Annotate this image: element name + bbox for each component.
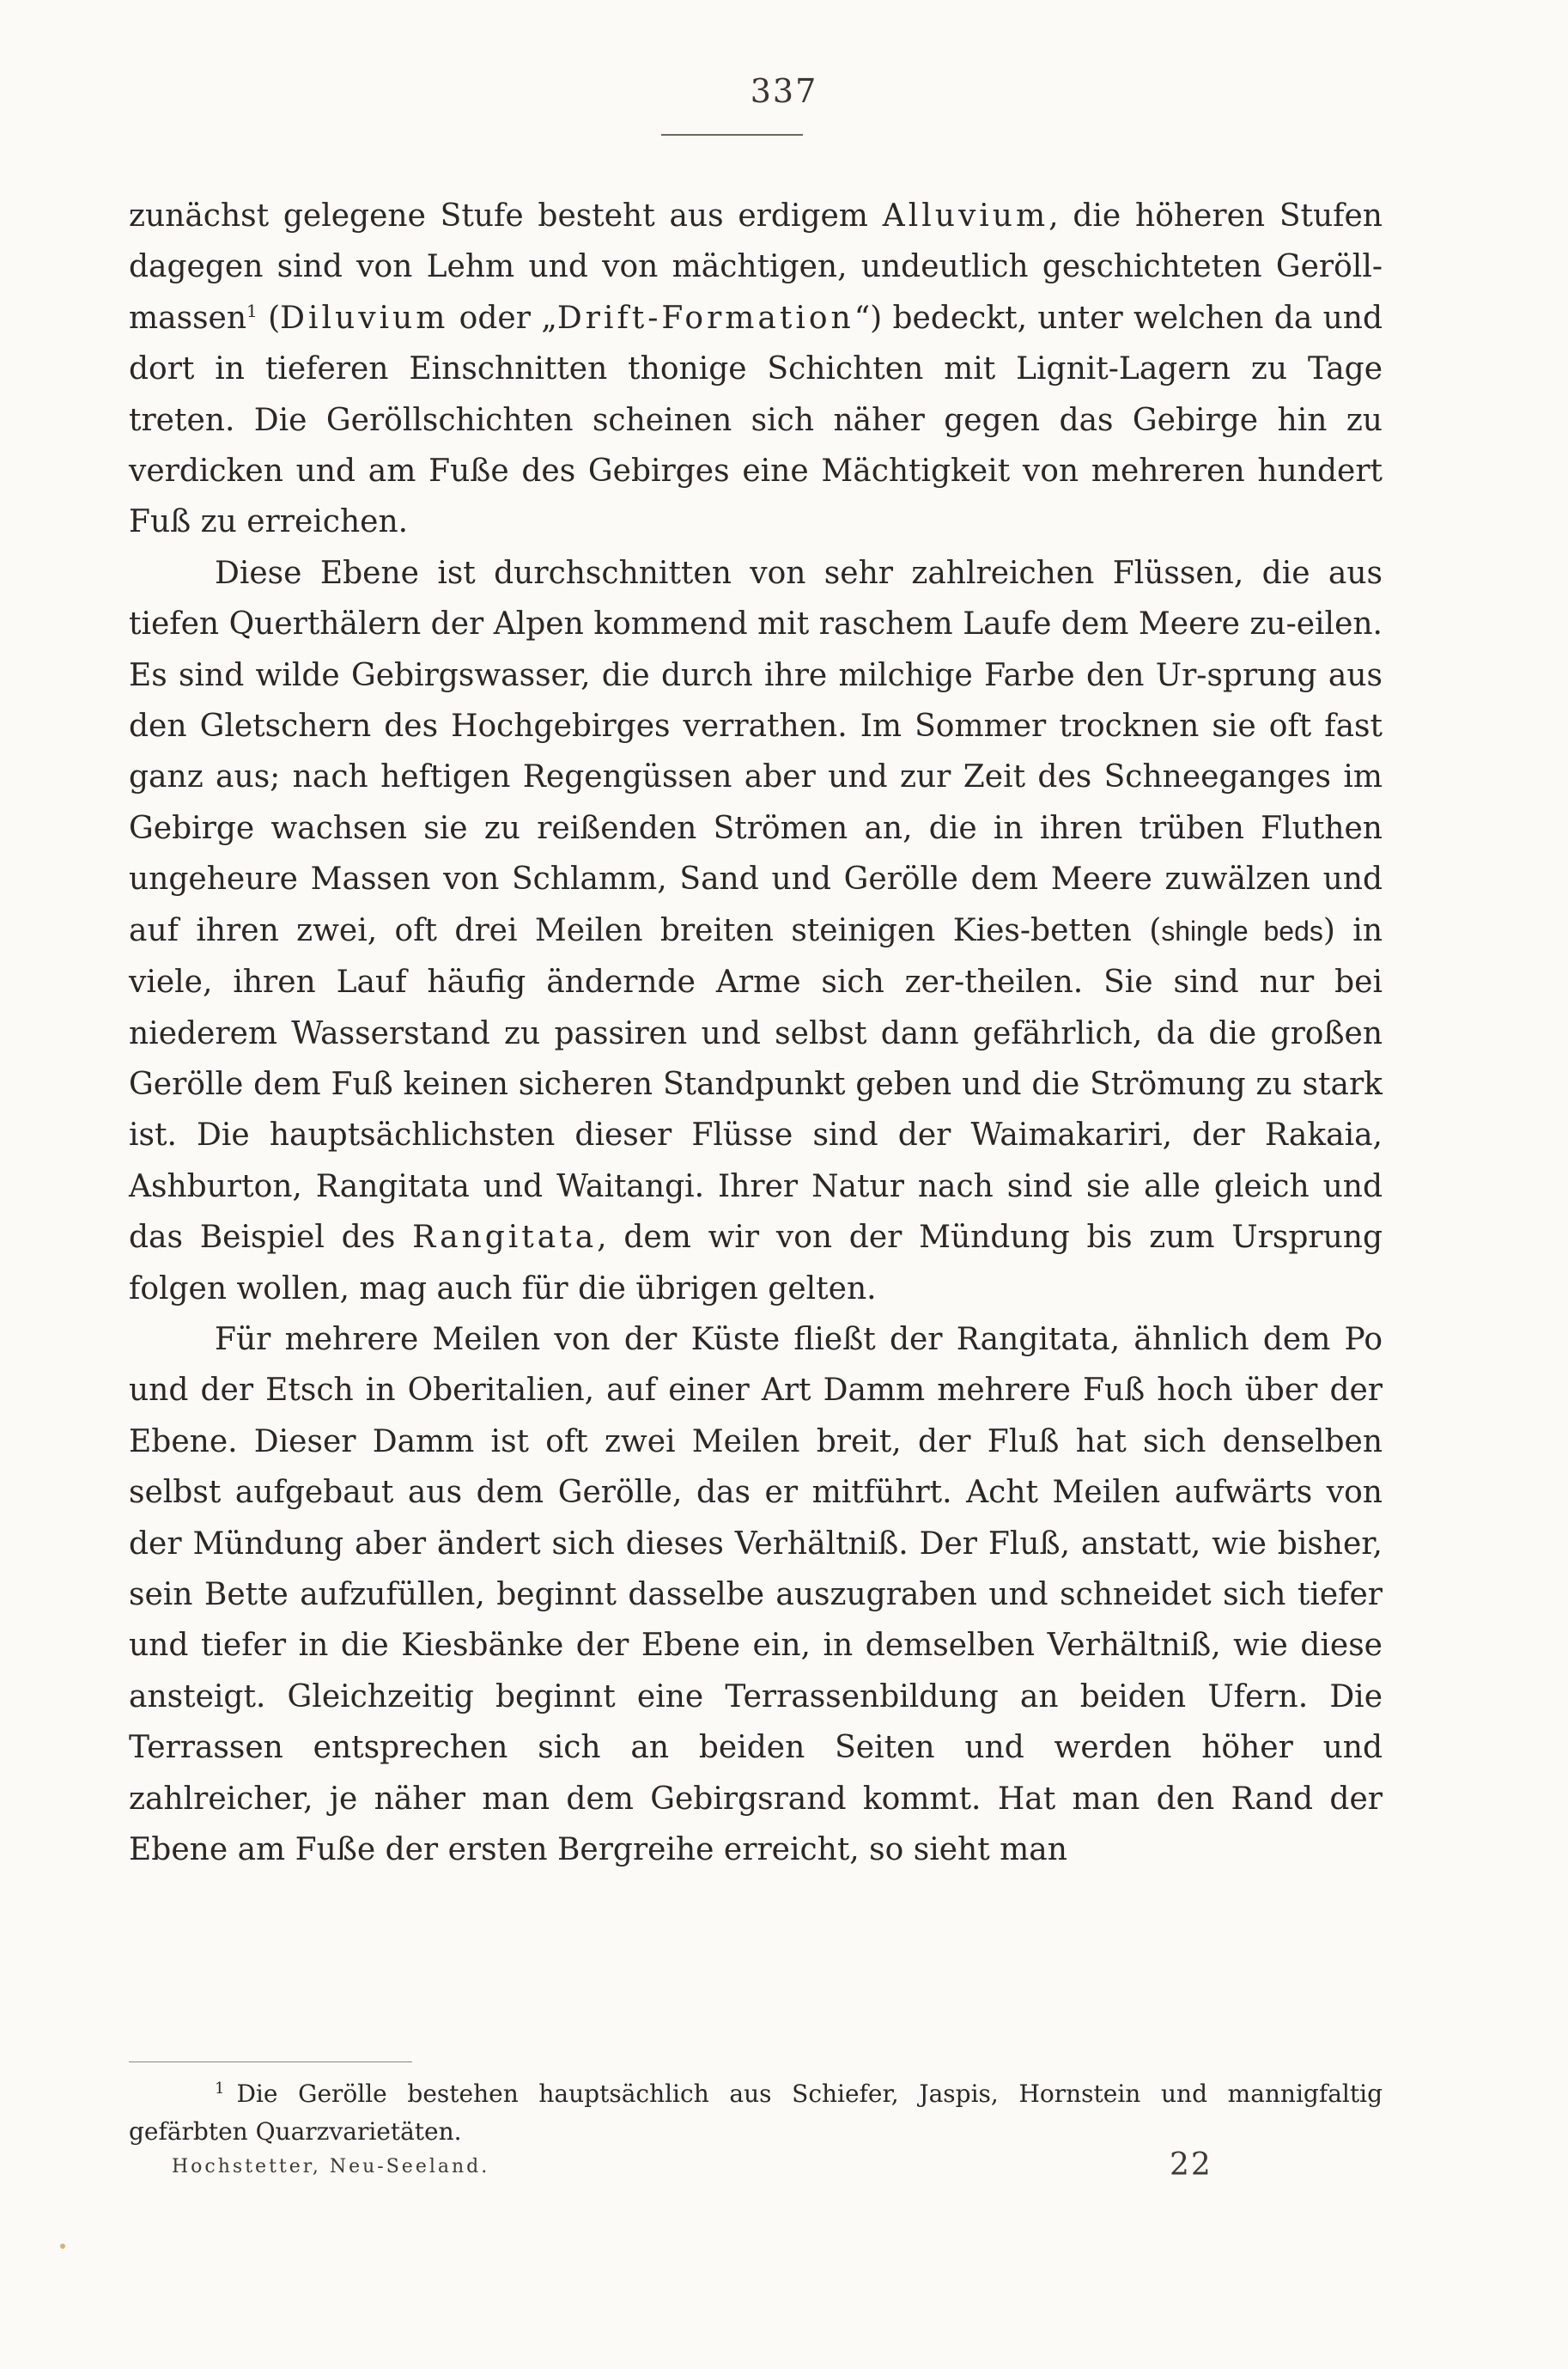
- text-run: , die höheren Stufen dagegen sind von Lehm und von mächtigen, undeutlich geschichteten Geröll-massen: [129, 198, 1383, 336]
- text-run: ) in viele, ihren Lauf häufig ändernde Arme sich zer-theilen. Sie sind nur bei niederem Wasserstand zu passiren und selbst dann gefährlich, da die großen Gerölle dem Fuß keinen sicheren Standpunkt geben und die Strömung zu stark ist. Die hauptsächlichsten dieser Flüsse sind der Waimakariri, der Rakaia, Ashburton, Rangitata und Waitangi. Ihrer Natur nach sind sie alle gleich und das Beispiel des: [129, 912, 1383, 1256]
- spaced-term-alluvium: Alluvium: [882, 198, 1049, 234]
- sheet-number: 22: [1170, 2147, 1212, 2183]
- paragraph-1: [129, 191, 1383, 548]
- footnote-rule: [129, 2061, 412, 2062]
- text-run: oder „: [448, 300, 557, 336]
- paragraph-3: Für mehrere Meilen von der Küste fließt der Rangitata, ähnlich dem Po und der Etsch in Oberitalien, auf einer Art Damm mehrere Fuß hoch über der Ebene. Dieser Damm ist oft zwei Meilen breit, der Fluß hat sich denselben selbst aufgebaut aus dem Gerölle, das er mitführt. Acht Meilen aufwärts von der Mündung aber ändert sich dieses Verhältniß. Der Fluß, anstatt, wie bisher, sein Bette aufzufüllen, beginnt dasselbe auszugraben und schneidet sich tiefer und tiefer in die Kiesbänke der Ebene ein, in demselben Verhältniß, wie diese ansteigt. Gleichzeitig beginnt eine Terrassenbildung an beiden Ufern. Die Terrassen entsprechen sich an beiden Seiten und werden höher und zahlreicher, je näher man dem Gebirgsrand kommt. Hat man den Rand der Ebene am Fuße der ersten Bergreihe erreicht, so sieht man: [129, 1321, 1383, 1867]
- footnote-reference[interactable]: 1: [246, 300, 258, 321]
- text-run: Diese Ebene ist durchschnitten von sehr zahlreichen Flüssen, die aus tiefen Querthälern der Alpen kommend mit raschem Laufe dem Meere zu-eilen. Es sind wilde Gebirgswasser, die durch ihre milchige Farbe den Ur-sprung aus den Gletschern des Hochgebirges verrathen. Im Sommer trocknen sie oft fast ganz aus; nach heftigen Regengüssen aber und zur Zeit des Schneeganges im Gebirge wachsen sie zu reißenden Strömen an, die in ihren trüben Fluthen ungeheure Massen von Schlamm, Sand und Gerölle dem Meere zuwälzen und auf ihren zwei, oft drei Meilen breiten steinigen Kies-betten (: [129, 555, 1383, 948]
- text-run: zunächst gelegene Stufe besteht aus erdigem: [129, 198, 868, 234]
- spaced-term-drift-formation: Drift-Formation: [556, 300, 854, 336]
- foreign-term-shingle-beds: shingle beds: [1161, 915, 1323, 947]
- header-rule: [661, 134, 803, 136]
- text-run: “) bedeckt, unter welchen da und dort in tieferen Einschnitten thonige Schichten mit Lignit-Lagern zu Tage treten. Die Geröllschichten scheinen sich näher gegen das Gebirge hin zu verdicken und am Fuße des Gebirges eine Mächtigkeit von mehreren hundert Fuß zu erreichen.: [129, 300, 1383, 540]
- page-number: 337: [750, 72, 818, 110]
- paper-speck: [60, 2244, 65, 2249]
- spaced-term-diluvium: Diluvium: [280, 300, 449, 336]
- text-run: (: [257, 300, 281, 336]
- footnote-mark: 1: [215, 2079, 225, 2098]
- spaced-term-rangitata: Rangitata: [412, 1220, 598, 1256]
- printer-signature: Hochstetter, Neu-Seeland.: [172, 2156, 490, 2177]
- footnote: [129, 2075, 1383, 2151]
- footnote-text: Die Gerölle bestehen hauptsächlich aus Schiefer, Jaspis, Hornstein und mannigfaltig gefärbten Quarzvarietäten.: [129, 2080, 1383, 2146]
- paragraph-2: [129, 548, 1383, 1314]
- body-text: [129, 191, 1383, 1875]
- text-run: , dem wir von der Mündung bis zum Ursprung folgen wollen, mag auch für die übrigen gelten.: [129, 1220, 1383, 1306]
